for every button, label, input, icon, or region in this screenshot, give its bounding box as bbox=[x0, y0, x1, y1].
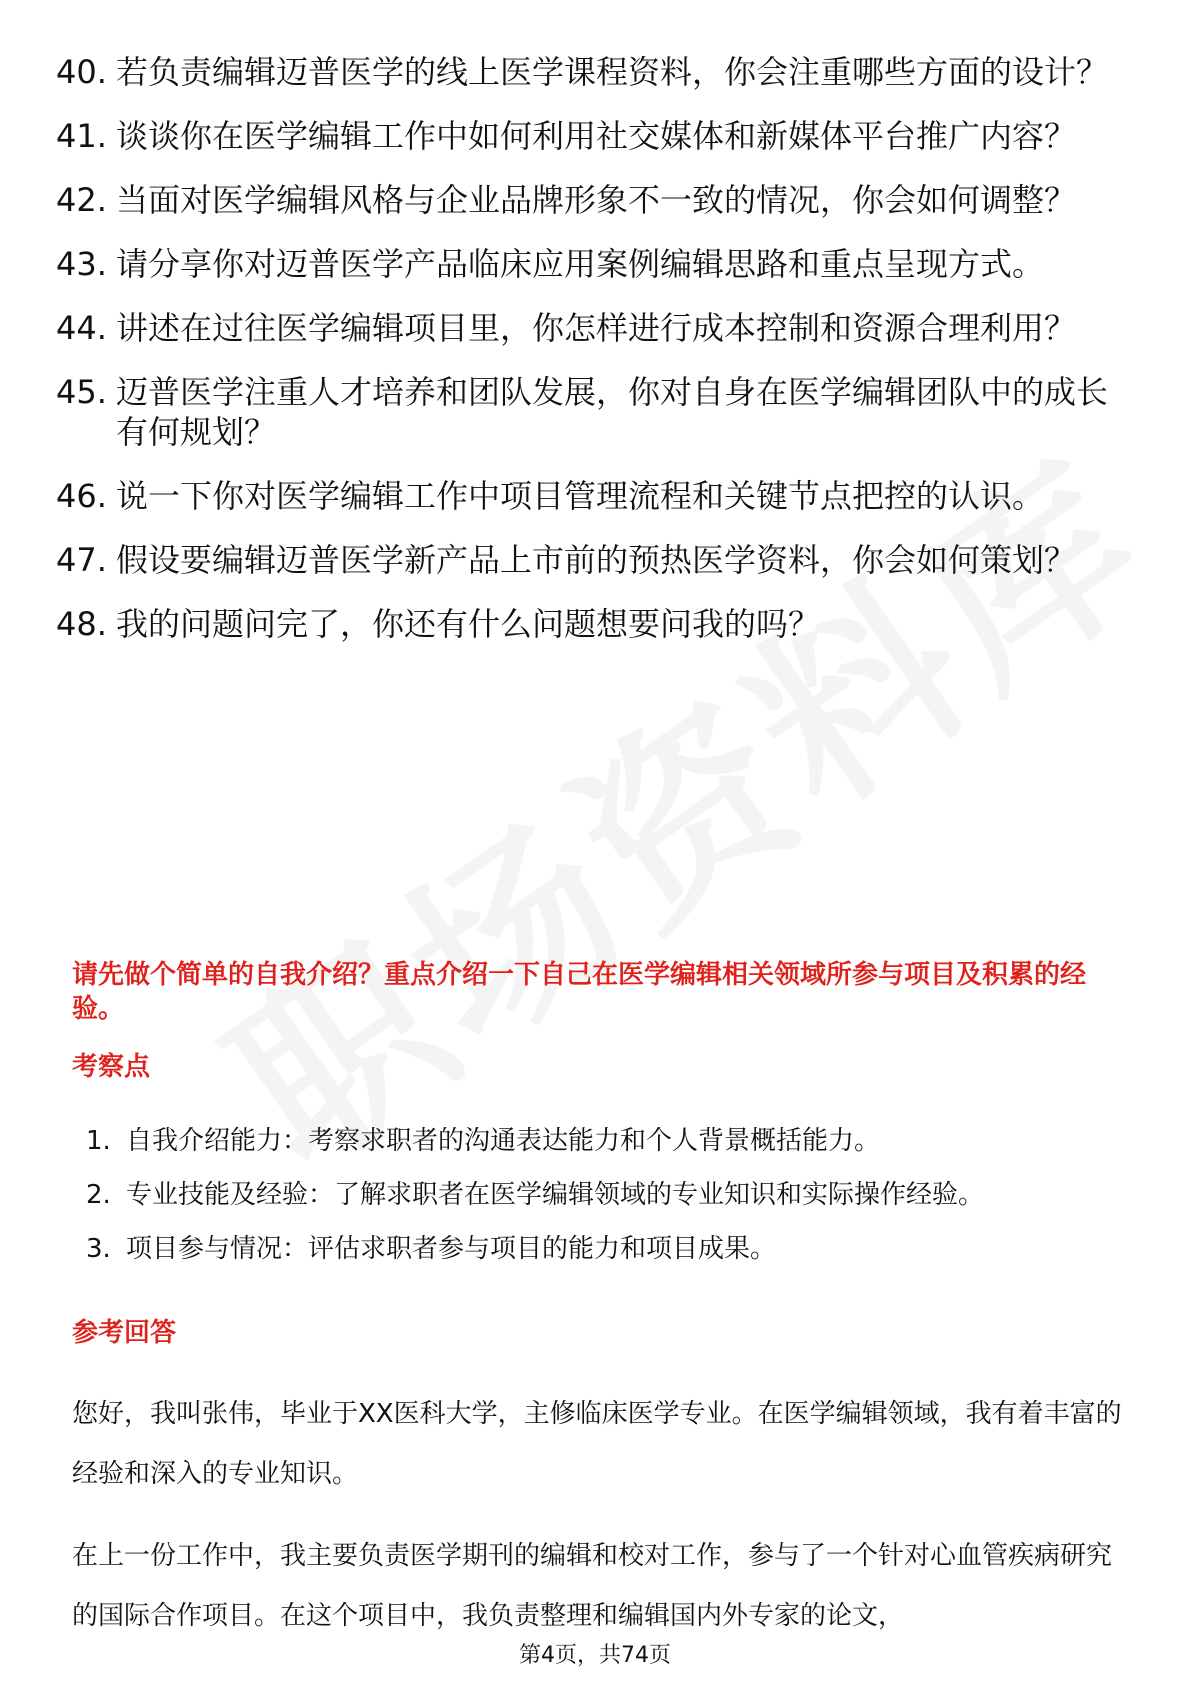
question-item bbox=[56, 52, 1136, 92]
exam-point-number: 1. bbox=[86, 1126, 111, 1156]
question-list bbox=[56, 52, 1136, 668]
question-item bbox=[56, 308, 1136, 348]
question-number: 40. bbox=[56, 53, 107, 91]
question-number: 48. bbox=[56, 605, 107, 643]
exam-point-text: 项目参与情况：评估求职者参与项目的能力和项目成果。 bbox=[126, 1234, 777, 1264]
page-footer: 第4页，共74页 bbox=[519, 1643, 671, 1668]
exam-points-list bbox=[86, 1124, 1126, 1286]
question-text: 谈谈你在医学编辑工作中如何利用社交媒体和新媒体平台推广内容？ bbox=[116, 117, 1077, 155]
answer-paragraph: 在上一份工作中，我主要负责医学期刊的编辑和校对工作，参与了一个针对心血管疾病研究的国际合作项目。在这个项目中，我负责整理和编辑国内外专家的论文， bbox=[72, 1541, 1113, 1631]
question-item bbox=[56, 244, 1136, 284]
exam-points-heading: 考察点 bbox=[72, 1052, 151, 1082]
exam-point-text: 专业技能及经验：了解求职者在医学编辑领域的专业知识和实际操作经验。 bbox=[126, 1180, 985, 1210]
question-text: 讲述在过往医学编辑项目里，你怎样进行成本控制和资源合理利用？ bbox=[116, 309, 1077, 347]
question-number: 45. bbox=[56, 373, 107, 411]
question-text: 当面对医学编辑风格与企业品牌形象不一致的情况，你会如何调整？ bbox=[116, 181, 1077, 219]
reference-answer-heading: 参考回答 bbox=[72, 1318, 177, 1348]
question-item bbox=[56, 604, 1136, 644]
exam-point-item bbox=[86, 1124, 1126, 1158]
question-number: 46. bbox=[56, 477, 107, 515]
exam-point-item bbox=[86, 1178, 1126, 1212]
question-text: 请分享你对迈普医学产品临床应用案例编辑思路和重点呈现方式。 bbox=[116, 245, 1045, 283]
question-number: 47. bbox=[56, 541, 107, 579]
question-text: 我的问题问完了，你还有什么问题想要问我的吗？ bbox=[116, 605, 821, 643]
question-item bbox=[56, 116, 1136, 156]
question-item bbox=[56, 540, 1136, 580]
answer-paragraph: 您好，我叫张伟，毕业于XX医科大学，主修临床医学专业。在医学编辑领域，我有着丰富的经验和深入的专业知识。 bbox=[72, 1399, 1122, 1489]
question-number: 42. bbox=[56, 181, 107, 219]
highlight-question: 请先做个简单的自我介绍？重点介绍一下自己在医学编辑相关领域所参与项目及积累的经验。 bbox=[72, 960, 1087, 1024]
question-item bbox=[56, 372, 1136, 452]
exam-point-number: 2. bbox=[86, 1180, 111, 1210]
question-item bbox=[56, 180, 1136, 220]
question-text: 说一下你对医学编辑工作中项目管理流程和关键节点把控的认识。 bbox=[116, 477, 1045, 515]
question-text: 迈普医学注重人才培养和团队发展，你对自身在医学编辑团队中的成长有何规划？ bbox=[116, 373, 1109, 451]
exam-point-text: 自我介绍能力：考察求职者的沟通表达能力和个人背景概括能力。 bbox=[126, 1126, 881, 1156]
question-text: 若负责编辑迈普医学的线上医学课程资料，你会注重哪些方面的设计？ bbox=[116, 53, 1109, 91]
question-number: 44. bbox=[56, 309, 107, 347]
question-number: 43. bbox=[56, 245, 107, 283]
question-item bbox=[56, 476, 1136, 516]
question-text: 假设要编辑迈普医学新产品上市前的预热医学资料，你会如何策划？ bbox=[116, 541, 1077, 579]
question-number: 41. bbox=[56, 117, 107, 155]
exam-point-number: 3. bbox=[86, 1234, 111, 1264]
exam-point-item bbox=[86, 1232, 1126, 1266]
